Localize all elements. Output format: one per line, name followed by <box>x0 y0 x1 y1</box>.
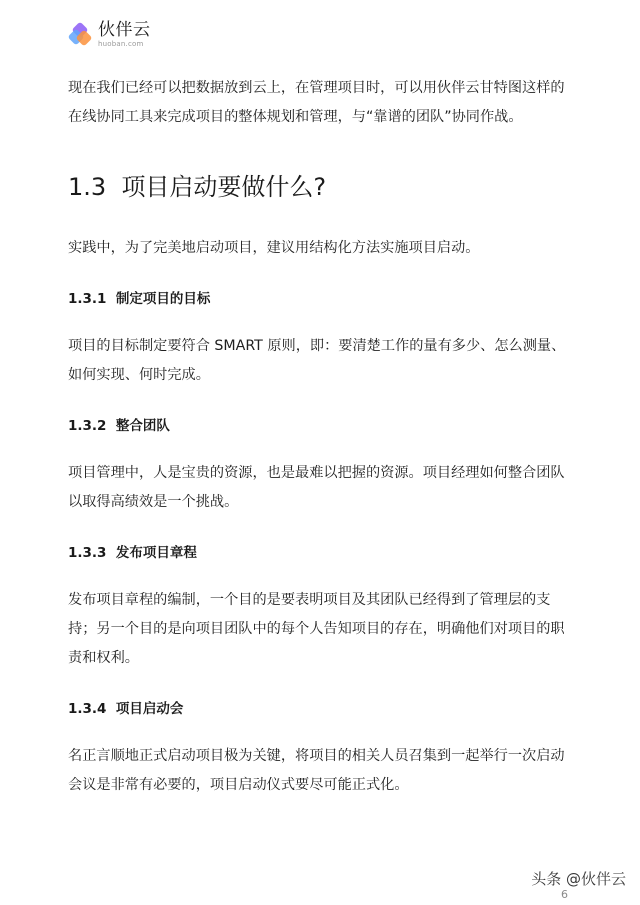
toutiao-watermark: 头条 @伙伴云 <box>531 870 626 888</box>
header <box>68 22 151 48</box>
subsection-title: 项目启动会 <box>115 701 184 717</box>
subsection-title: 整合团队 <box>115 418 170 434</box>
subsection-heading <box>68 697 578 721</box>
subsection-body: 项目的目标制定要符合 SMART 原则，即：要清楚工作的量有多少、怎么测量、如何实现、何时完成。 <box>68 338 566 383</box>
section-heading <box>68 167 578 207</box>
brand-url: huoban.com <box>98 40 144 48</box>
subsection-heading <box>68 414 578 438</box>
subsection-heading <box>68 541 578 565</box>
huoban-logo-icon <box>68 22 94 48</box>
subsection-title: 发布项目章程 <box>115 545 197 561</box>
section-number: 1.3 <box>68 173 107 201</box>
subsection-number: 1.3.4 <box>68 701 107 717</box>
subsection-title: 制定项目的目标 <box>115 291 211 307</box>
subsection-heading <box>68 287 578 311</box>
page-number: 6 <box>561 888 568 901</box>
subsection-body: 发布项目章程的编制，一个目的是要表明项目及其团队已经得到了管理层的支持；另一个目的是向项目团队中的每个人告知项目的存在，明确他们对项目的职责和权利。 <box>68 592 565 666</box>
subsection-body: 项目管理中，人是宝贵的资源，也是最难以把握的资源。项目经理如何整合团队以取得高绩效是一个挑战。 <box>68 465 565 510</box>
section-title: 项目启动要做什么? <box>121 173 327 201</box>
intro-paragraph: 现在我们已经可以把数据放到云上，在管理项目时，可以用伙伴云甘特图这样的在线协同工具来完成项目的整体规划和管理，与“靠谱的团队”协同作战。 <box>68 80 565 125</box>
section-lead-paragraph: 实践中，为了完美地启动项目，建议用结构化方法实施项目启动。 <box>68 240 480 256</box>
document-body <box>68 70 578 800</box>
brand-text <box>98 22 151 48</box>
subsection-number: 1.3.3 <box>68 545 107 561</box>
subsection-body: 名正言顺地正式启动项目极为关键，将项目的相关人员召集到一起举行一次启动会议是非常有必要的，项目启动仪式要尽可能正式化。 <box>68 748 565 793</box>
subsection-number: 1.3.2 <box>68 418 107 434</box>
subsection-number: 1.3.1 <box>68 291 107 307</box>
brand-name: 伙伴云 <box>98 20 151 40</box>
